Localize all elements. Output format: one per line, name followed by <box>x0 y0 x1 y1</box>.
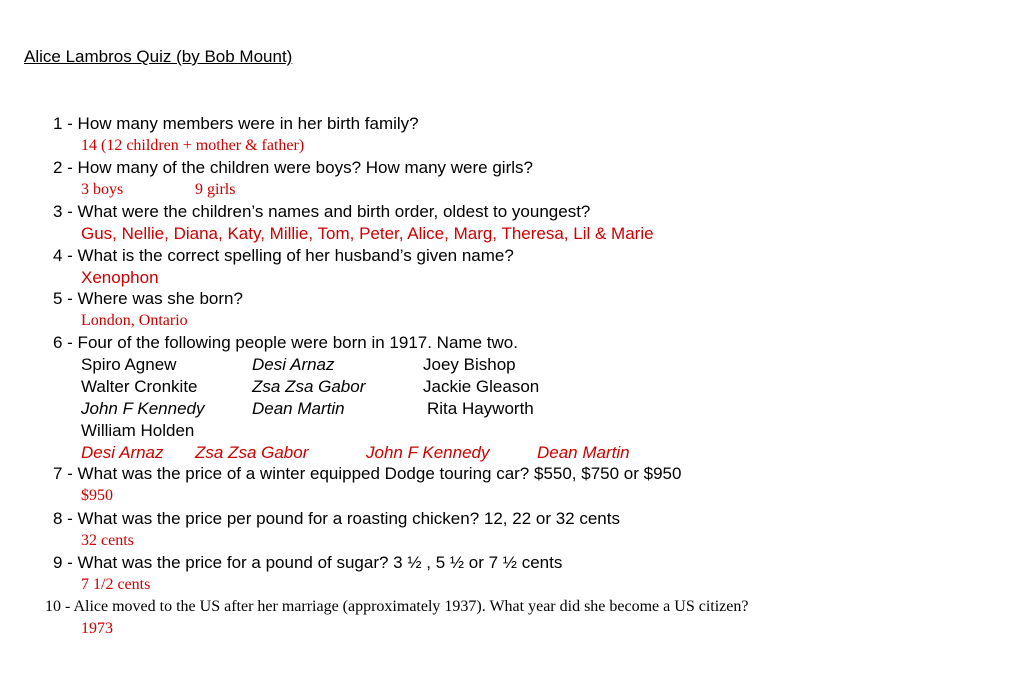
answer-7: $950 <box>81 487 113 504</box>
person-dean-martin: Dean Martin <box>252 399 345 418</box>
question-9: 9 - What was the price for a pound of sugar? 3 ½ , 5 ½ or 7 ½ cents <box>53 553 563 572</box>
person-jackie-gleason: Jackie Gleason <box>423 377 540 396</box>
answer-2-boys: 3 boys <box>81 181 124 198</box>
answer-9: 7 1/2 cents <box>81 576 151 593</box>
person-spiro-agnew: Spiro Agnew <box>81 355 177 374</box>
answer-6-desi-arnaz: Desi Arnaz <box>81 443 164 462</box>
answer-10: 1973 <box>81 620 113 637</box>
person-zsa-zsa-gabor: Zsa Zsa Gabor <box>252 377 366 396</box>
answer-6-john-f-kennedy: John F Kennedy <box>366 443 490 462</box>
answer-4: Xenophon <box>81 268 159 287</box>
question-6: 6 - Four of the following people were born in 1917. Name two. <box>53 333 518 352</box>
answer-6-dean-martin: Dean Martin <box>537 443 630 462</box>
answer-3: Gus, Nellie, Diana, Katy, Millie, Tom, Peter, Alice, Marg, Theresa, Lil & Marie <box>81 224 654 243</box>
person-desi-arnaz: Desi Arnaz <box>252 355 335 374</box>
question-2: 2 - How many of the children were boys? How many were girls? <box>53 158 533 177</box>
person-walter-cronkite: Walter Cronkite <box>81 377 198 396</box>
person-john-f-kennedy: John F Kennedy <box>81 399 205 418</box>
question-5: 5 - Where was she born? <box>53 289 243 308</box>
person-rita-hayworth: Rita Hayworth <box>427 399 534 418</box>
question-1: 1 - How many members were in her birth family? <box>53 114 419 133</box>
answer-6-zsa-zsa-gabor: Zsa Zsa Gabor <box>195 443 309 462</box>
question-7: 7 - What was the price of a winter equipped Dodge touring car? $550, $750 or $950 <box>53 464 682 483</box>
page-title: Alice Lambros Quiz (by Bob Mount) <box>24 47 293 66</box>
question-4: 4 - What is the correct spelling of her husband’s given name? <box>53 246 514 265</box>
answer-8: 32 cents <box>81 532 134 549</box>
question-8: 8 - What was the price per pound for a roasting chicken? 12, 22 or 32 cents <box>53 509 620 528</box>
question-3: 3 - What were the children’s names and birth order, oldest to youngest? <box>53 202 591 221</box>
person-william-holden: William Holden <box>81 421 195 440</box>
question-10: 10 - Alice moved to the US after her marriage (approximately 1937). What year did she become a US citizen? <box>45 598 749 615</box>
answer-2-girls: 9 girls <box>195 181 236 198</box>
answer-5: London, Ontario <box>81 312 188 329</box>
person-joey-bishop: Joey Bishop <box>423 355 516 374</box>
answer-1: 14 (12 children + mother & father) <box>81 137 305 154</box>
